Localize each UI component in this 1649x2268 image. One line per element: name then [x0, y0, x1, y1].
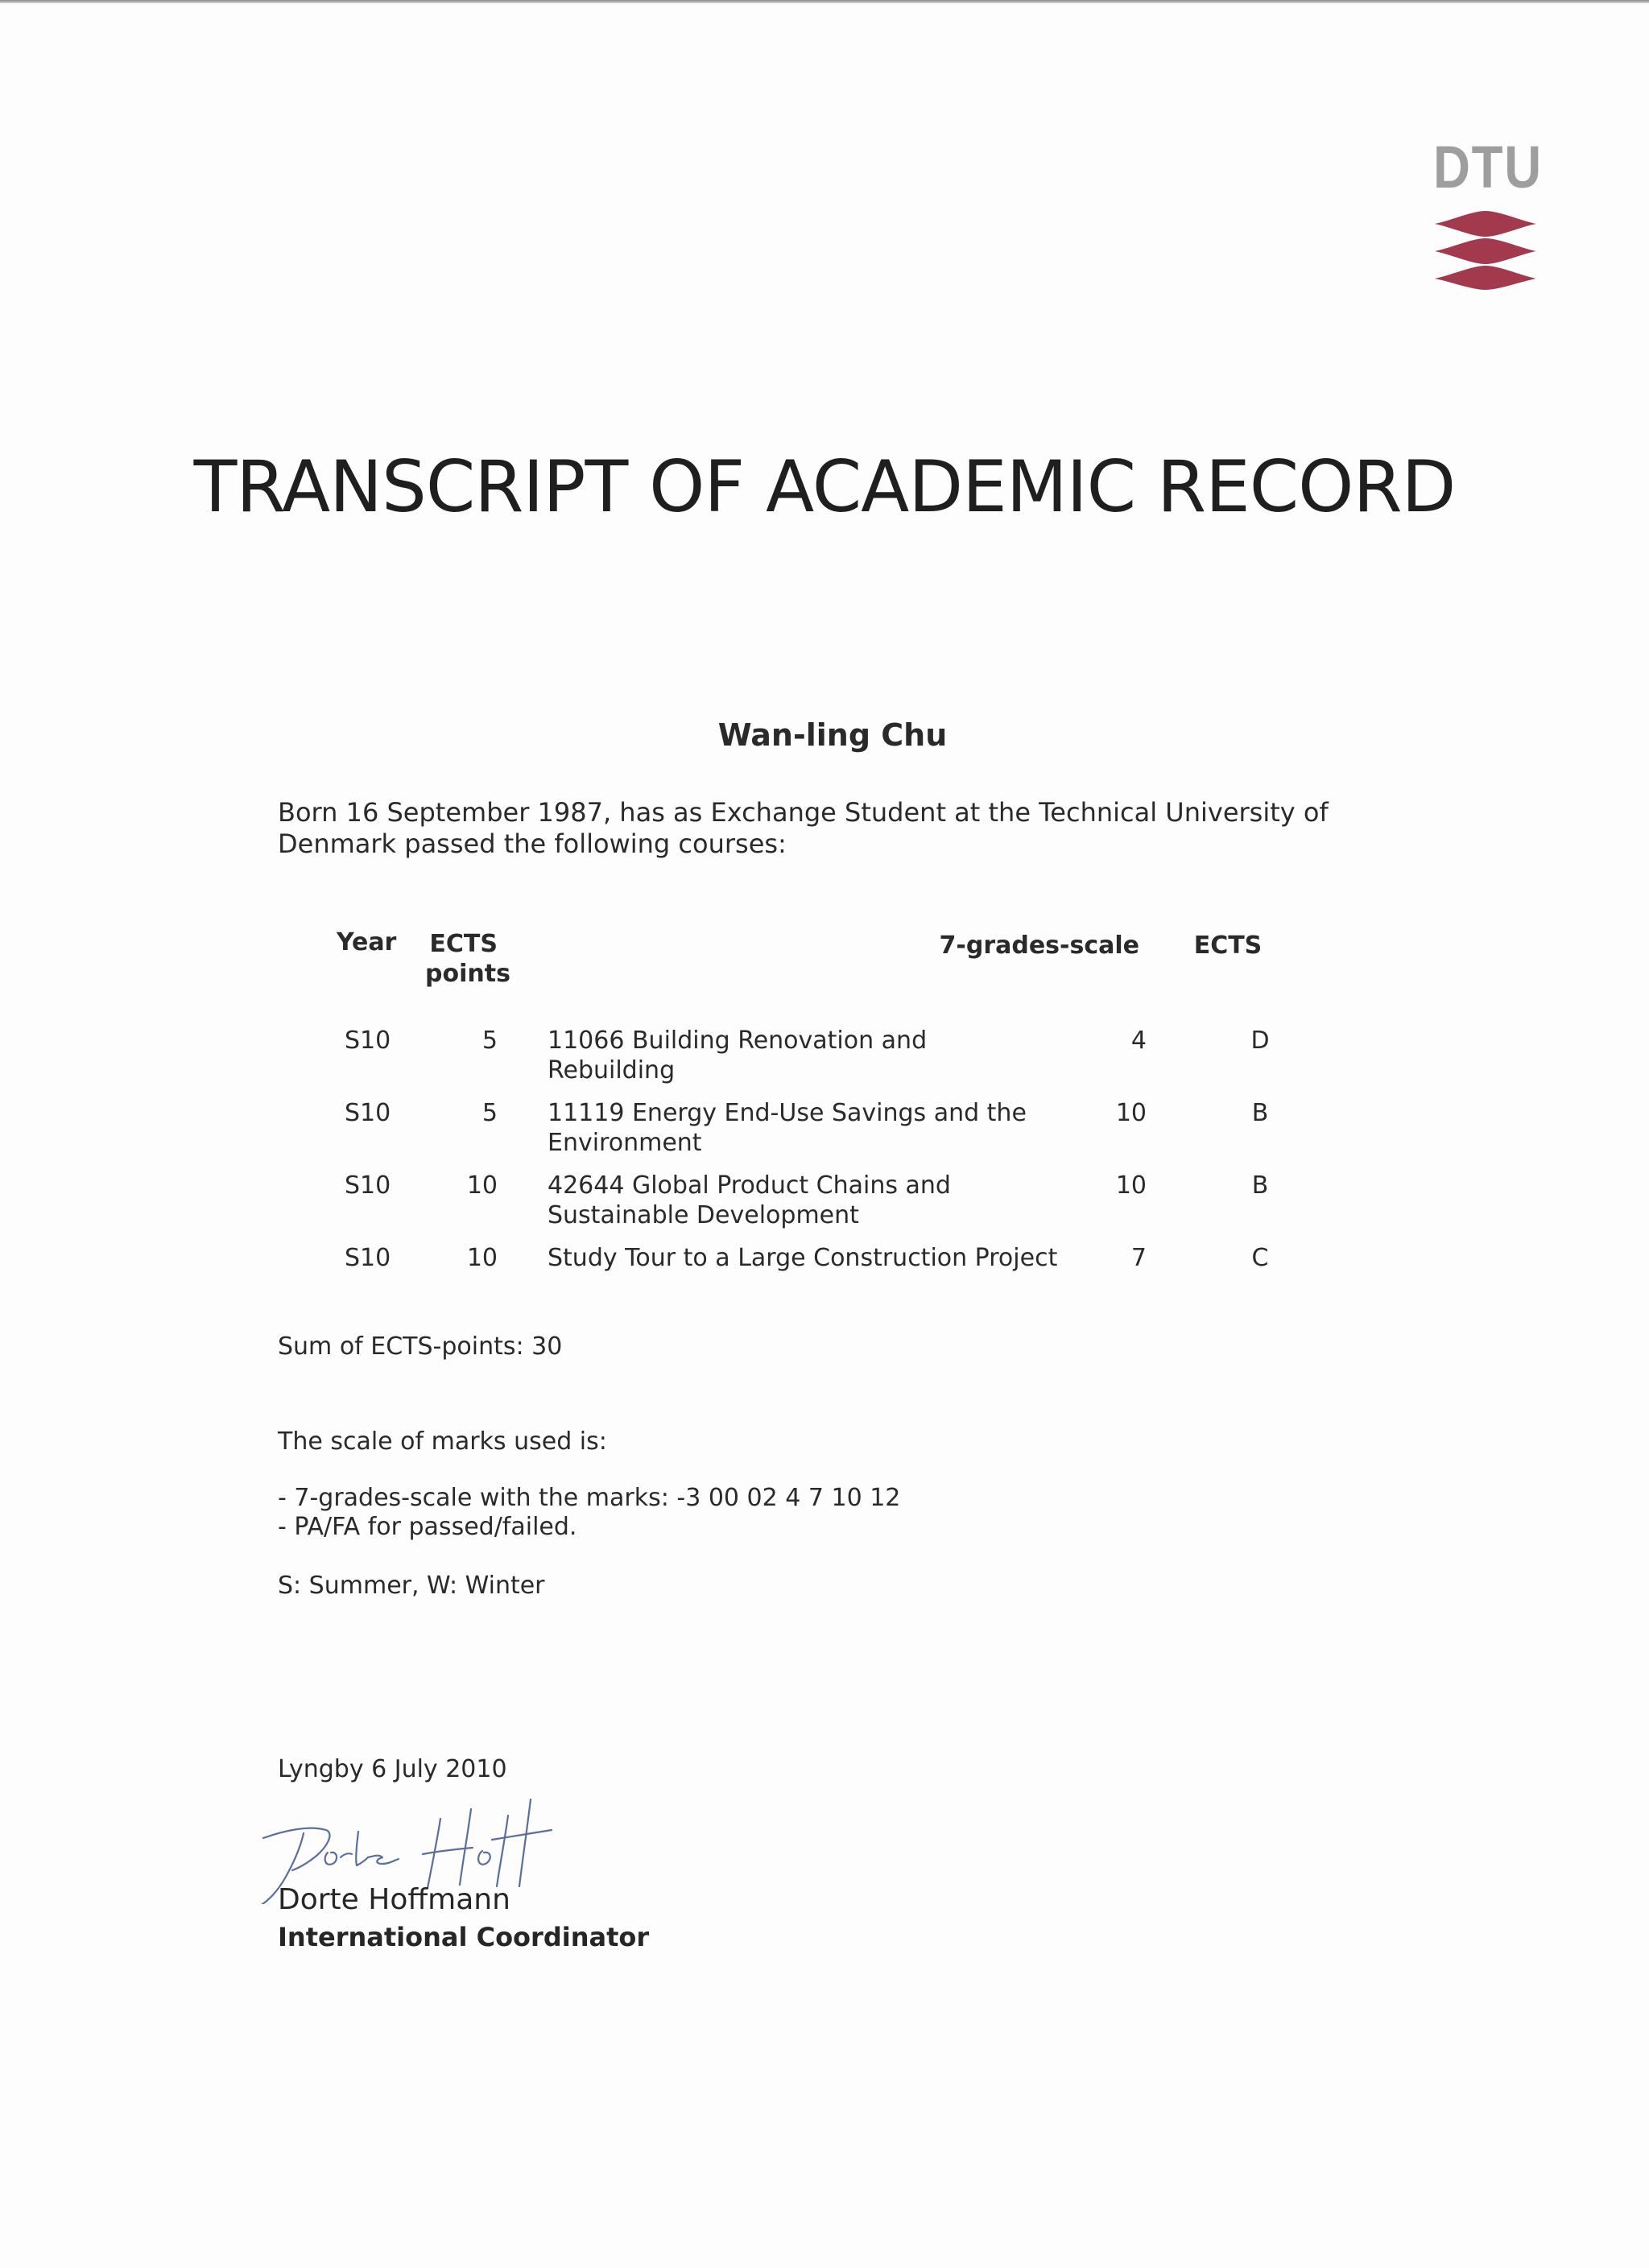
- row-course-line1: 11066 Building Renovation and: [548, 1027, 928, 1055]
- header-grade-scale: 7-grades-scale: [939, 932, 1139, 960]
- ects-sum: Sum of ECTS-points: 30: [278, 1332, 563, 1361]
- row-ects-grade: D: [1250, 1027, 1270, 1055]
- signer-name: Dorte Hoffmann: [278, 1883, 510, 1916]
- place-date: Lyngby 6 July 2010: [278, 1755, 507, 1783]
- row-year: S10: [345, 1171, 391, 1200]
- row-points: 10: [466, 1244, 498, 1272]
- scale-line-passfail: - PA/FA for passed/failed.: [278, 1513, 577, 1541]
- student-name: Wan-ling Chu: [717, 717, 948, 753]
- row-grade: 7: [1130, 1244, 1147, 1272]
- row-ects-grade: B: [1251, 1171, 1269, 1200]
- header-ects-points: [425, 929, 510, 989]
- row-grade: 10: [1115, 1171, 1147, 1200]
- row-grade: 4: [1130, 1027, 1147, 1055]
- row-ects-grade: C: [1251, 1244, 1269, 1272]
- row-course-line2: Environment: [548, 1129, 702, 1157]
- header-ects-points-line2: points: [425, 960, 510, 988]
- scale-line-grades: - 7-grades-scale with the marks: -3 00 02 4 7 10 12: [278, 1484, 901, 1512]
- row-grade: 10: [1115, 1099, 1147, 1127]
- row-course: [548, 1171, 1111, 1230]
- table-row: [0, 1243, 1649, 1308]
- row-course-line1: 42644 Global Product Chains and: [548, 1171, 951, 1200]
- row-course: [548, 1098, 1111, 1158]
- dtu-logo: [1433, 135, 1546, 292]
- row-year: S10: [345, 1099, 391, 1127]
- header-year: Year: [337, 928, 397, 956]
- logo-waves-icon: [1433, 209, 1538, 290]
- row-points: 5: [481, 1099, 498, 1127]
- row-course-line1: Study Tour to a Large Construction Project: [548, 1244, 1058, 1272]
- table-row: [0, 1098, 1649, 1163]
- table-row: [0, 1171, 1649, 1235]
- row-course-line2: Rebuilding: [548, 1056, 676, 1084]
- row-year: S10: [345, 1027, 391, 1055]
- table-row: [0, 1026, 1649, 1090]
- logo-text: DTU: [1433, 134, 1543, 200]
- season-legend: S: Summer, W: Winter: [278, 1572, 545, 1600]
- row-course: [548, 1243, 1111, 1273]
- row-ects-grade: B: [1251, 1099, 1269, 1127]
- header-ects-grade: ECTS: [1193, 932, 1263, 960]
- scale-heading: The scale of marks used is:: [278, 1427, 607, 1456]
- row-course-line2: Sustainable Development: [548, 1201, 859, 1229]
- row-course-line1: 11119 Energy End-Use Savings and the: [548, 1099, 1027, 1127]
- row-points: 10: [466, 1171, 498, 1200]
- document-title: TRANSCRIPT OF ACADEMIC RECORD: [193, 445, 1456, 528]
- row-course: [548, 1026, 1111, 1085]
- intro-paragraph: Born 16 September 1987, has as Exchange Student at the Technical University of Denmark passed the following courses:: [278, 797, 1329, 859]
- signer-role: International Coordinator: [278, 1922, 650, 1952]
- row-points: 5: [481, 1027, 498, 1055]
- scan-edge: [0, 0, 1649, 3]
- header-ects-points-line1: ECTS: [429, 930, 498, 958]
- row-year: S10: [345, 1244, 391, 1272]
